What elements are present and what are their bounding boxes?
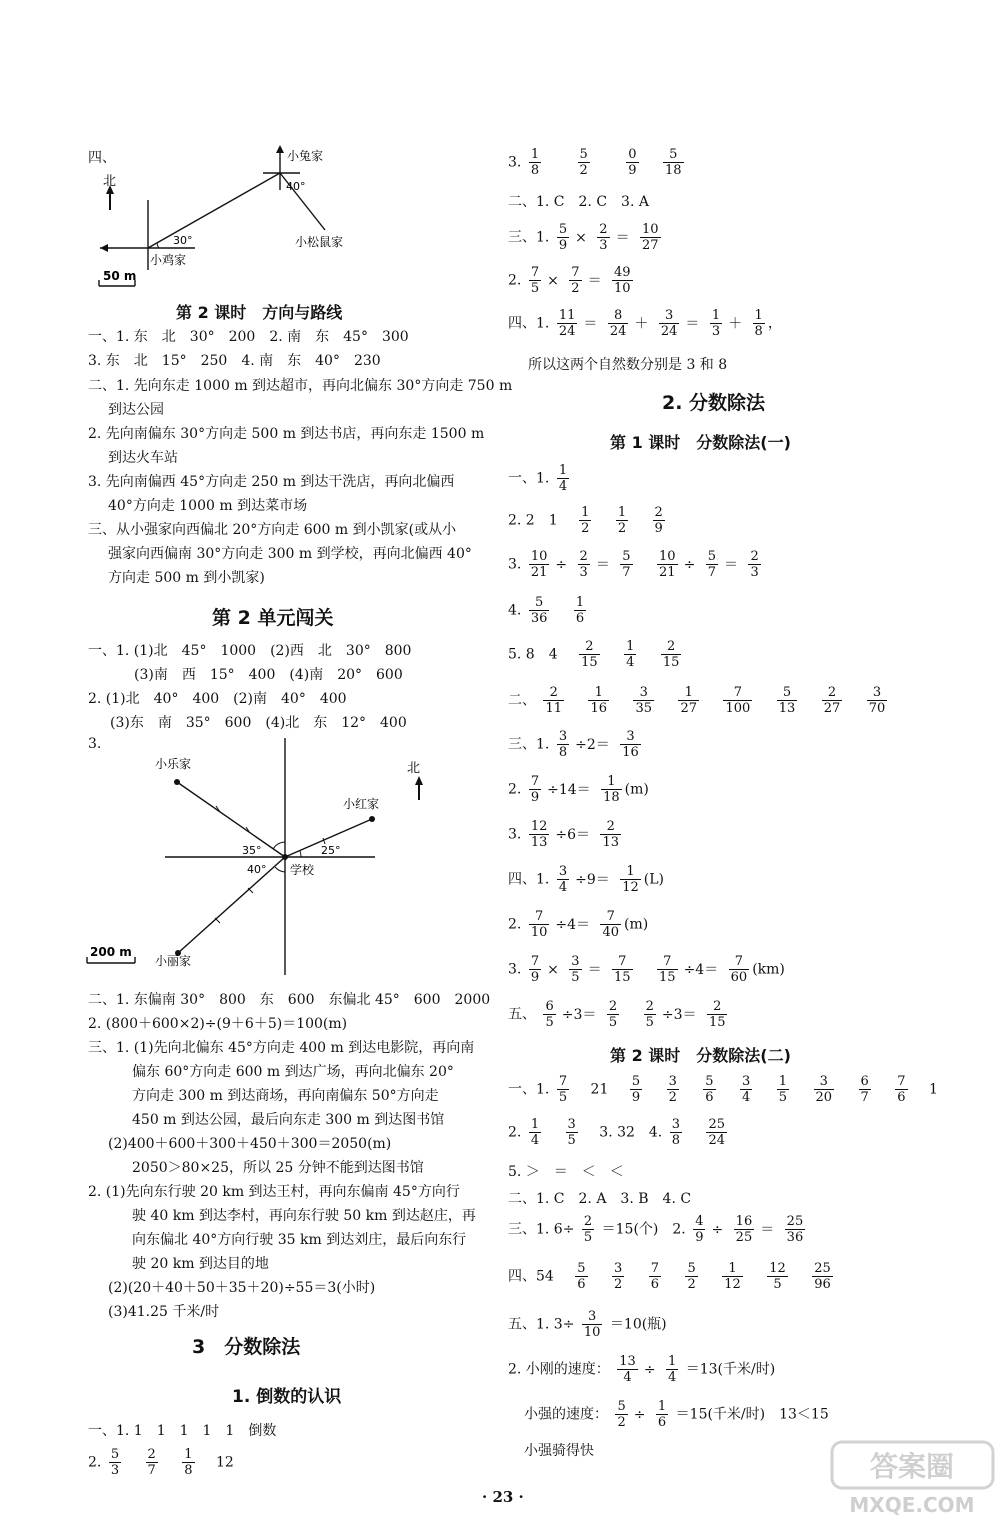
answer-line: 向东偏北 40°方向行驶 35 km 到达刘庄，最后向东行 — [132, 1232, 467, 1248]
answer-line: 3. $\frac{7}{9}$ × $\frac{3}{5}$ ＝ $\frac{7}{15}$ $\frac{7}{15}$ ÷4＝ $\frac{7}{60}$ (km) — [508, 954, 785, 985]
squirrel-house-label: 小松鼠家 — [295, 235, 344, 249]
answer-line: (3)东 南 35° 600 (4)北 东 12° 400 — [110, 715, 407, 731]
section-title: 2. 分数除法 — [662, 392, 766, 414]
answer-line: 驶 20 km 到达目的地 — [132, 1256, 269, 1272]
answer-line: 三、1. $\frac{5}{9}$ × $\frac{2}{3}$ ＝ $\frac{10}{27}$ — [508, 222, 659, 253]
answer-line: 强家向西偏南 30°方向走 300 m 到学校，再向北偏西 40° — [108, 546, 472, 562]
answer-line: 一、1. $\frac{1}{4}$ — [508, 463, 568, 494]
scale-label: 200 m — [90, 945, 132, 959]
answer-line: 所以这两个自然数分别是 3 和 8 — [528, 357, 728, 373]
answer-line: 三、1. $\frac{3}{8}$ ÷2＝ $\frac{3}{16}$ — [508, 729, 639, 760]
answer-line: 3. $\frac{12}{13}$ ÷6＝ $\frac{2}{13}$ — [508, 819, 619, 850]
xiaole-house-label: 小乐家 — [155, 757, 192, 771]
answer-line: 5. 8 4 $\frac{2}{15}$ $\frac{1}{4}$ $\frac{2}{15}$ — [508, 639, 680, 670]
answer-line: 2. $\frac{7}{9}$ ÷14＝ $\frac{1}{18}$ (m) — [508, 774, 649, 805]
svg-text:答案圈: 答案圈 — [869, 1450, 955, 1483]
lesson-2-title: 第 2 课时 分数除法(二) — [610, 1046, 791, 1065]
unit-2-title: 第 2 单元闯关 — [212, 607, 334, 629]
page-number: · 23 · — [482, 1488, 524, 1506]
answer-line: (3)41.25 千米/时 — [108, 1304, 220, 1320]
answer-line: 450 m 到达公园，最后向东走 300 m 到达图书馆 — [132, 1112, 445, 1128]
answer-line: 四、1. $\frac{3}{4}$ ÷9＝ $\frac{1}{12}$ (L) — [508, 864, 664, 895]
lesson-1-title: 第 1 课时 分数除法(一) — [610, 433, 791, 452]
direction-figure-1 — [95, 140, 375, 300]
answer-line: 2. $\frac{7}{5}$ × $\frac{7}{2}$ ＝ $\frac{49}{10}$ — [508, 265, 631, 296]
answer-line: 2. 小刚的速度： $\frac{13}{4}$ ÷ $\frac{1}{4}$ ＝13(千米/时) — [508, 1354, 776, 1385]
direction-figure-2 — [85, 730, 445, 985]
answer-line: 3. $\frac{10}{21}$ ÷ $\frac{2}{3}$ ＝ $\frac{5}{7}$ $\frac{10}{21}$ ÷ $\frac{5}{7}$ ＝ $\frac{2}{3}$ — [508, 549, 759, 580]
answer-line: 2. $\frac{5}{3}$ $\frac{2}{7}$ $\frac{1}{8}$ 12 — [88, 1447, 234, 1478]
answer-line: 2. (800＋600×2)÷(9＋6＋5)＝100(m) — [88, 1016, 348, 1032]
angle-40-label: 40° — [247, 863, 267, 876]
answer-line: 二、 $\frac{2}{11}$ $\frac{1}{16}$ $\frac{3}{35}$ $\frac{1}{27}$ $\frac{7}{100}$ $\frac{5}{13}$ $\frac{2}{27}$ $\frac{3}{70}$ — [508, 685, 886, 716]
rabbit-house-label: 小兔家 — [287, 149, 324, 163]
chicken-house-label: 小鸡家 — [150, 253, 187, 267]
xiaoli-house-label: 小丽家 — [155, 954, 192, 968]
lesson-2-title: 第 2 课时 方向与路线 — [176, 303, 343, 322]
answer-line: 4. $\frac{5}{36}$ $\frac{1}{6}$ — [508, 595, 585, 626]
angle-40-label: 40° — [286, 180, 306, 193]
answer-line: 方向走 500 m 到小凯家) — [108, 570, 265, 586]
watermark-logo — [830, 1440, 995, 1520]
answer-line: 2. (1)先向东行驶 20 km 到达王村，再向东偏南 45°方向行 — [88, 1184, 460, 1200]
answer-line: 3. 东 北 15° 250 4. 南 东 40° 230 — [88, 353, 381, 369]
section-four-label: 四、 — [88, 150, 116, 166]
answer-line: 一、1. (1)北 45° 1000 (2)西 北 30° 800 — [88, 643, 412, 659]
answer-line: 三、从小强家向西偏北 20°方向走 600 m 到小凯家(或从小 — [88, 522, 457, 538]
answer-line: 四、1. $\frac{11}{24}$ ＝ $\frac{8}{24}$ ＋ $\frac{3}{24}$ ＝ $\frac{1}{3}$ ＋ $\frac{1}{8}$ ， — [508, 308, 782, 339]
answer-line: 二、1. 先向东走 1000 m 到达超市，再向北偏东 30°方向走 750 m — [88, 378, 513, 394]
answer-line: 二、1. 东偏南 30° 800 东 600 东偏北 45° 600 2000 — [88, 992, 491, 1008]
north-label: 北 — [407, 761, 421, 776]
answer-line: 小强骑得快 — [524, 1443, 594, 1459]
scale-label: 50 m — [103, 269, 137, 283]
answer-line: 驶 40 km 到达李村，再向东行驶 50 km 到达赵庄，再 — [132, 1208, 476, 1224]
answer-line: 二、1. C 2. A 3. B 4. C — [508, 1191, 692, 1207]
answer-line: 2050＞80×25，所以 25 分钟不能到达图书馆 — [132, 1160, 424, 1176]
school-label: 学校 — [290, 863, 315, 877]
answer-line: 3. 先向南偏西 45°方向走 250 m 到达干洗店，再向北偏西 — [88, 474, 455, 490]
subsection-title: 1. 倒数的认识 — [232, 1387, 342, 1407]
answer-line: 三、1. 6÷ $\frac{2}{5}$ ＝15(个) 2. $\frac{4}{9}$ ÷ $\frac{16}{25}$ ＝ $\frac{25}{36}$ — [508, 1214, 804, 1245]
answer-line: 到达公园 — [108, 402, 164, 418]
answer-line: 到达火车站 — [108, 450, 178, 466]
answer-line: 2. (1)北 40° 400 (2)南 40° 400 — [88, 691, 347, 707]
answer-line: 40°方向走 1000 m 到达菜市场 — [108, 498, 308, 514]
angle-35-label: 35° — [242, 844, 262, 857]
answer-line: 一、1. 东 北 30° 200 2. 南 东 45° 300 — [88, 329, 409, 345]
svg-text:MXQE.COM: MXQE.COM — [849, 1493, 975, 1517]
answer-line: (2)400＋600＋300＋450＋300＝2050(m) — [108, 1136, 392, 1152]
answer-line: 2. 2 1 $\frac{1}{2}$ $\frac{1}{2}$ $\frac{2}{9}$ — [508, 505, 663, 536]
answer-line: 5. ＞ ＝ ＜ ＜ — [508, 1164, 624, 1180]
answer-line: (3)南 西 15° 400 (4)南 20° 600 — [134, 667, 403, 683]
answer-line: 五、1. 3÷ $\frac{3}{10}$ ＝10(瓶) — [508, 1309, 667, 1340]
xiaohong-house-label: 小红家 — [343, 797, 380, 811]
answer-line: 2. $\frac{7}{10}$ ÷4＝ $\frac{7}{40}$ (m) — [508, 909, 649, 940]
answer-line: 二、1. C 2. C 3. A — [508, 194, 649, 210]
answer-line: 三、1. (1)先向北偏东 45°方向走 400 m 到达电影院，再向南 — [88, 1040, 475, 1056]
answer-line: 五、 $\frac{6}{5}$ ÷3＝ $\frac{2}{5}$ $\frac{2}{5}$ ÷3＝ $\frac{2}{15}$ — [508, 999, 726, 1030]
angle-30-label: 30° — [173, 234, 193, 247]
answer-line: 小强的速度： $\frac{5}{2}$ ÷ $\frac{1}{6}$ ＝15(千米/时) 13＜15 — [524, 1399, 829, 1430]
answer-line: (2)(20＋40＋50＋35＋20)÷55＝3(小时) — [108, 1280, 376, 1296]
answer-line: 3. $\frac{1}{8}$ $\frac{5}{2}$ $\frac{0}{9}$ $\frac{5}{18}$ — [508, 147, 682, 178]
north-label: 北 — [103, 174, 117, 189]
answer-line: 偏东 60°方向走 600 m 到达广场，再向北偏东 20° — [132, 1064, 454, 1080]
answer-line: 方向走 300 m 到达商场，再向南偏东 50°方向走 — [132, 1088, 439, 1104]
answer-line: 四、54 $\frac{5}{6}$ $\frac{3}{2}$ $\frac{7}{6}$ $\frac{5}{2}$ $\frac{1}{12}$ $\frac{12}{5}$ $\frac{25}{96}$ — [508, 1261, 831, 1292]
unit-3-title: 3 分数除法 — [192, 1336, 301, 1358]
answer-line: 2. $\frac{1}{4}$ $\frac{3}{5}$ 3. 32 4. $\frac{3}{8}$ $\frac{25}{24}$ — [508, 1117, 725, 1148]
answer-line: 2. 先向南偏东 30°方向走 500 m 到达书店，再向东走 1500 m — [88, 426, 485, 442]
answer-line: 3. — [88, 736, 102, 752]
answer-line: 一、1. $\frac{7}{5}$ 21 $\frac{5}{9}$ $\frac{3}{2}$ $\frac{5}{6}$ $\frac{3}{4}$ $\frac{1}{5}$ $\frac{3}{20}$ $\frac{6}{7}$ $\frac{7}{6}$ 1 — [508, 1074, 938, 1105]
answer-line: 一、1. 1 1 1 1 1 倒数 — [88, 1423, 277, 1439]
angle-25-label: 25° — [321, 844, 341, 857]
